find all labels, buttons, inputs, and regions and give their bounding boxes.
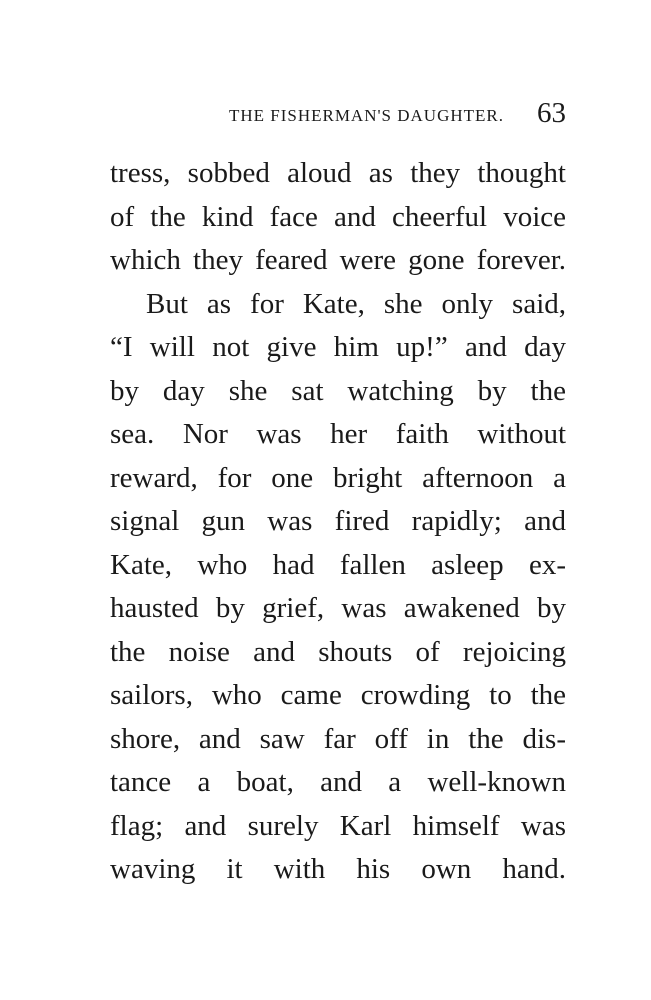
text-line: tance a boat, and a well-known	[110, 766, 566, 798]
page-number: 63	[537, 97, 566, 129]
text-line: hausted by grief, was awakened by	[110, 592, 566, 624]
text-line: the noise and shouts of rejoicing	[110, 635, 566, 668]
text-line: “I will not give him up!” and day	[110, 331, 566, 363]
text-line: But as for Kate, she only said,	[146, 287, 566, 320]
text-line: reward, for one bright afternoon a	[110, 461, 566, 494]
text-line: waving it with his own hand.	[110, 853, 566, 885]
body-text	[110, 152, 566, 892]
text-line: flag; and surely Karl himself was	[110, 809, 566, 842]
text-line: which they feared were gone forever.	[110, 244, 566, 276]
text-line: Kate, who had fallen asleep ex-	[110, 548, 566, 581]
text-line: sea. Nor was her faith without	[110, 418, 566, 450]
text-line: signal gun was fired rapidly; and	[110, 505, 566, 537]
text-line: by day she sat watching by the	[110, 374, 566, 407]
text-line: tress, sobbed aloud as they thought	[110, 157, 566, 189]
text-line: shore, and saw far off in the dis-	[110, 722, 566, 755]
running-head	[110, 96, 566, 136]
text-line: of the kind face and cheerful voice	[110, 200, 566, 233]
running-title: THE FISHERMAN'S DAUGHTER.	[228, 106, 504, 125]
text-line: sailors, who came crowding to the	[110, 679, 566, 711]
